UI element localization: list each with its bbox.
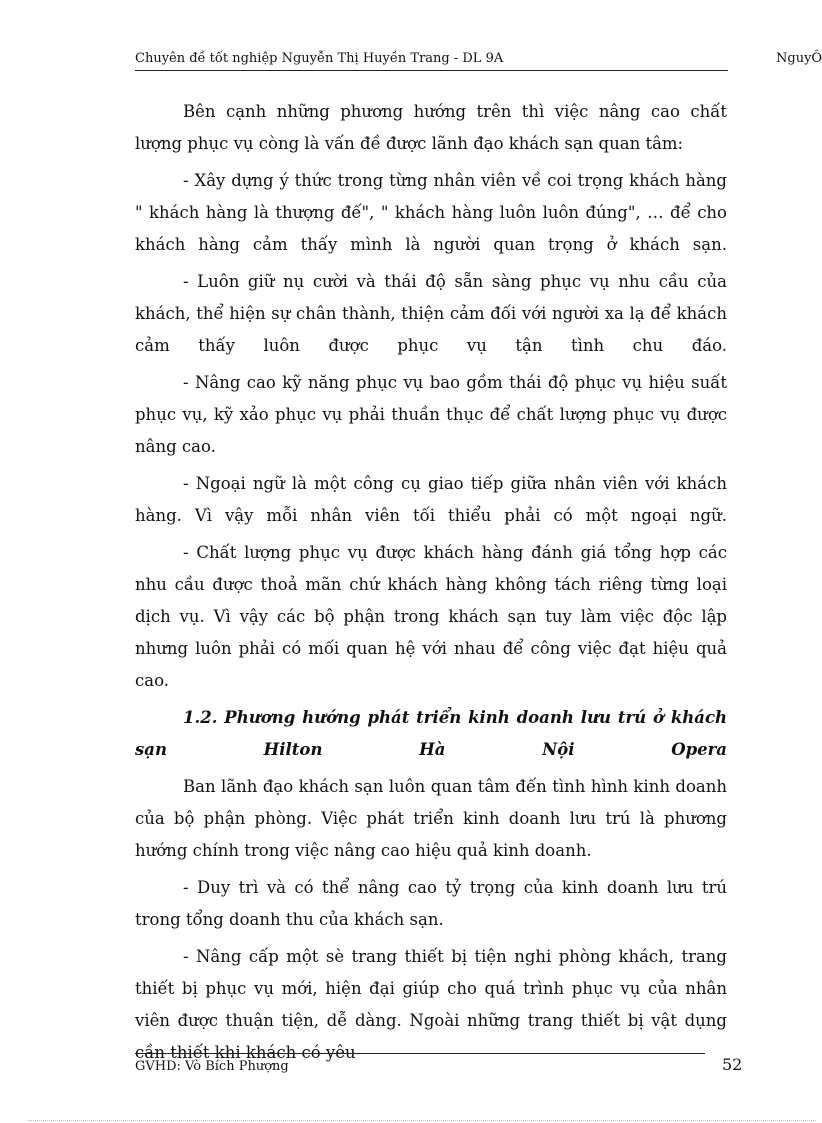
paragraph-maintain: - Duy trì và có thể nâng cao tỷ trọng của kinh doanh lưu trú trong tổng doanh thu của khách sạn.	[135, 878, 727, 929]
paragraph-smile: - Luôn giữ nụ cười và thái độ sẵn sàng phục vụ nhu cầu của khách, thể hiện sự chân thành, thiện cảm đối với người xa lạ để khách cảm thấy luôn được phục vụ tận tình chu đáo.	[135, 272, 727, 355]
paragraph-intro: Bên cạnh những phương hướng trên thì việc nâng cao chất lượng phục vụ còng là vấn đề được lãnh đạo khách sạn quan tâm:	[135, 102, 727, 153]
header-author-fragment: NguyÔ	[776, 51, 822, 66]
paragraph-management: Ban lãnh đạo khách sạn luôn quan tâm đến tình hình kinh doanh của bộ phận phòng. Việc phát triển kinh doanh lưu trú là phương hướng chính trong việc nâng cao hiệu quả kinh doanh.	[135, 777, 727, 860]
section-heading: 1.2. Phương hướng phát triển kinh doanh lưu trú ở khách sạn Hilton Hà Nội Opera	[135, 708, 727, 759]
page-number: 52	[722, 1055, 743, 1074]
paragraph-upgrade: - Nâng cấp một sè trang thiết bị tiện nghi phòng khách, trang thiết bị phục vụ mới, hiện đại giúp cho quá trình phục vụ của nhân viên được thuận tiện, dễ dàng. Ngoài những trang thiết bị vật dụng cần thiết khi khách có yêu	[135, 947, 727, 1062]
page-header	[135, 50, 728, 71]
header-title: Chuyên đề tốt nghiệp Nguyễn Thị Huyền Trang - DL 9A	[135, 51, 504, 66]
footer-supervisor: GVHD: Vò Bích Phượng	[135, 1059, 289, 1074]
paragraph-quality: - Chất lượng phục vụ được khách hàng đánh giá tổng hợp các nhu cầu được thoả mãn chứ khách hàng không tách riêng từng loại dịch vụ. Vì vậy các bộ phận trong khách sạn tuy làm việc độc lập nhưng luôn phải có mối quan hệ với nhau để công việc đạt hiệu quả cao.	[135, 543, 727, 690]
footer-divider	[135, 1053, 705, 1054]
page-bottom-rule	[28, 1120, 816, 1121]
paragraph-skills: - Nâng cao kỹ năng phục vụ bao gồm thái độ phục vụ hiệu suất phục vụ, kỹ xảo phục vụ phải thuần thục để chất lượng phục vụ được nâng cao.	[135, 373, 727, 456]
document-body	[135, 96, 727, 1069]
paragraph-awareness: - Xây dựng ý thức trong từng nhân viên về coi trọng khách hàng " khách hàng là thượng đế", " khách hàng luôn luôn đúng", … để cho khách hàng cảm thấy mình là người quan trọng ở khách sạn.	[135, 171, 727, 254]
paragraph-language: - Ngoại ngữ là một công cụ giao tiếp giữa nhân viên với khách hàng. Vì vậy mỗi nhân viên tối thiểu phải có một ngoại ngữ.	[135, 474, 727, 525]
